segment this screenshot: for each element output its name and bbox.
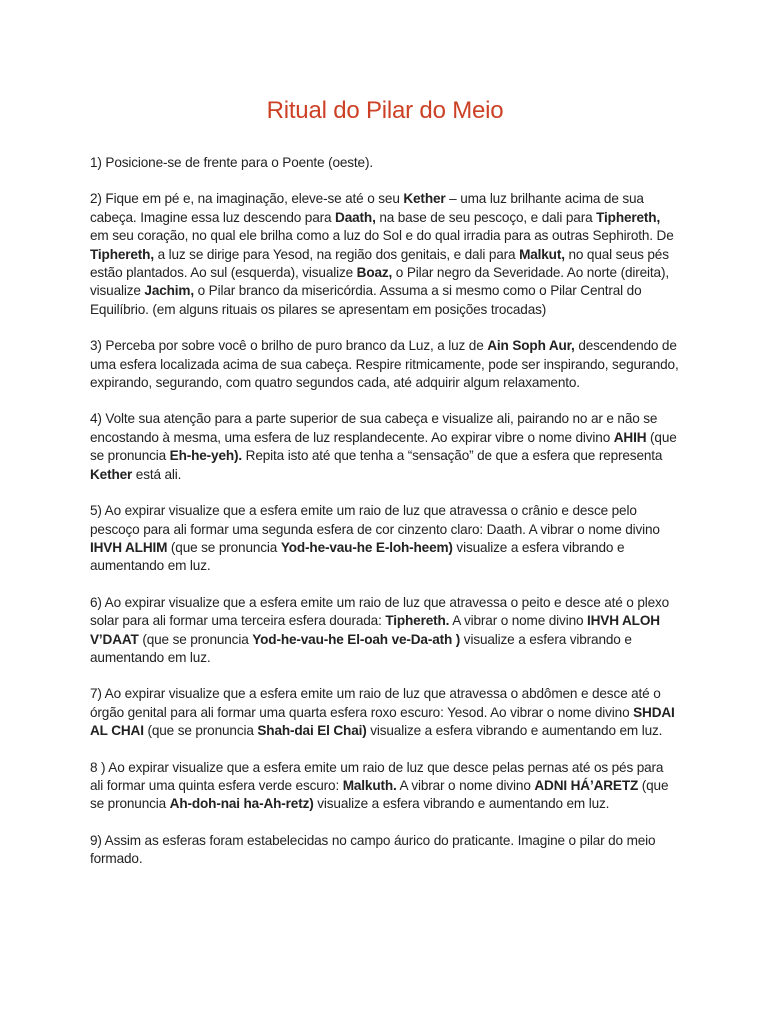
text-run: A vibrar o nome divino [396, 777, 535, 793]
text-run: 6) Ao expirar visualize que a esfera emite um raio de luz que atravessa o peito e desce até o plexo solar para ali formar uma terceira esfera dourada: [90, 594, 670, 629]
bold-term: Ah-doh-nai ha-Ah-retz) [169, 796, 314, 812]
text-run: 4) Volte sua atenção para a parte superior de sua cabeça e visualize ali, pairando no ar e não se encostando à mesma, uma esfera de luz resplandecente. Ao expirar vibre o nome divino [90, 411, 658, 445]
bold-term: Yod-he-vau-he El-oah ve-Da-ath ) [252, 631, 461, 647]
text-run: a luz se dirige para Yesod, na região dos genitais, e dali para [153, 246, 520, 262]
text-run: 5) Ao expirar visualize que a esfera emite um raio de luz que atravessa o crânio e desce pelo pescoço para ali formar uma segunda esfera de cor cinzento claro: Daath. A vibrar o nome divino [90, 503, 660, 537]
text-run: (que se pronuncia [138, 631, 253, 647]
text-run: na base de seu pescoço, e dali para [375, 209, 597, 225]
bold-term: Daath, [335, 209, 376, 225]
bold-term: Tiphereth. [385, 613, 450, 629]
paragraph-4 [90, 410, 680, 484]
bold-term: AHIH [613, 429, 647, 445]
bold-term: Boaz, [356, 265, 393, 281]
text-run: A vibrar o nome divino [449, 613, 588, 629]
bold-term: IHVH ALOH V’DAAT [90, 613, 660, 647]
bold-term: Tiphereth, [90, 246, 154, 262]
bold-term: Jachim, [144, 283, 194, 299]
document-body [90, 154, 680, 869]
text-run: no qual seus pés estão plantados. Ao sul (esquerda), visualize [90, 246, 669, 281]
text-run: (que se pronuncia [167, 539, 281, 555]
text-run: visualize a esfera vibrando e aumentando em luz. [90, 539, 625, 574]
paragraph-6 [90, 594, 680, 668]
text-run: 1) Posicione-se de frente para o Poente (oeste). [90, 155, 373, 170]
paragraph-7 [90, 685, 680, 740]
bold-term: Shah-dai El Chai) [257, 723, 367, 739]
paragraph-2 [90, 190, 680, 319]
text-run: 7) Ao expirar visualize que a esfera emite um raio de luz que atravessa o abdômen e desce até o órgão genital para ali formar uma quarta esfera roxo escuro: Yesod. Ao vibrar o nome divino [90, 686, 661, 720]
text-run: 2) Fique em pé e, na imaginação, eleve-se até o seu [90, 191, 404, 207]
bold-term: Eh-he-yeh). [169, 448, 243, 464]
text-run: Repita isto até que tenha a “sensação” de que a esfera que representa [242, 448, 663, 464]
document-page [90, 0, 680, 887]
text-run: (que se pronuncia [90, 429, 677, 464]
bold-term: Tiphereth, [596, 209, 661, 225]
text-run: visualize a esfera vibrando e aumentando em luz. [366, 723, 663, 739]
bold-term: IHVH ALHIM [90, 539, 168, 555]
text-run: visualize a esfera vibrando e aumentando em luz. [313, 796, 610, 812]
text-run: em seu coração, no qual ele brilha como a luz do Sol e do qual irradia para as outras Sephiroth. De [90, 228, 674, 244]
text-run: 9) Assim as esferas foram estabelecidas no campo áurico do praticante. Imagine o pilar do meio formado. [90, 832, 656, 867]
paragraph-5 [90, 502, 680, 576]
paragraph-1 [90, 154, 680, 172]
bold-term: Kether [90, 466, 133, 482]
text-run: visualize a esfera vibrando e aumentando em luz. [90, 631, 632, 665]
document-title: Ritual do Pilar do Meio [266, 97, 504, 124]
bold-term: Ain Soph Aur, [487, 338, 575, 354]
paragraph-3 [90, 337, 680, 392]
bold-term: Kether [403, 191, 446, 207]
bold-term: Malkut, [519, 246, 565, 262]
bold-term: Yod-he-vau-he E-loh-heem) [280, 539, 453, 555]
text-run: 8 ) Ao expirar visualize que a esfera emite um raio de luz que desce pelas pernas até os pés para ali formar uma quinta esfera verde escuro: [90, 759, 664, 793]
bold-term: Malkuth. [342, 777, 397, 793]
text-run: descendendo de uma esfera localizada acima de sua cabeça. Respire ritmicamente, pode ser inspirando, segurando, expirando, segurando, com quatro segundos cada, até adquirir algum relaxamento. [90, 338, 679, 391]
text-run: está ali. [132, 466, 182, 482]
paragraph-8 [90, 759, 680, 814]
paragraph-9 [90, 832, 680, 869]
text-run: o Pilar negro da Severidade. Ao norte (direita), visualize [90, 265, 669, 299]
text-run: (que se pronuncia [90, 777, 669, 812]
text-run: – uma luz brilhante acima de sua cabeça. Imagine essa luz descendo para [90, 191, 644, 225]
text-run: o Pilar branco da misericórdia. Assuma a si mesmo como o Pilar Central do Equilíbrio. (em alguns rituais os pilares se apresentam em posições trocadas) [90, 283, 642, 317]
bold-term: ADNI HÁ’ARETZ [534, 777, 639, 793]
bold-term: SHDAI AL CHAI [90, 704, 675, 739]
text-run: 3) Perceba por sobre você o brilho de puro branco da Luz, a luz de [90, 338, 488, 354]
text-run: (que se pronuncia [143, 723, 258, 739]
